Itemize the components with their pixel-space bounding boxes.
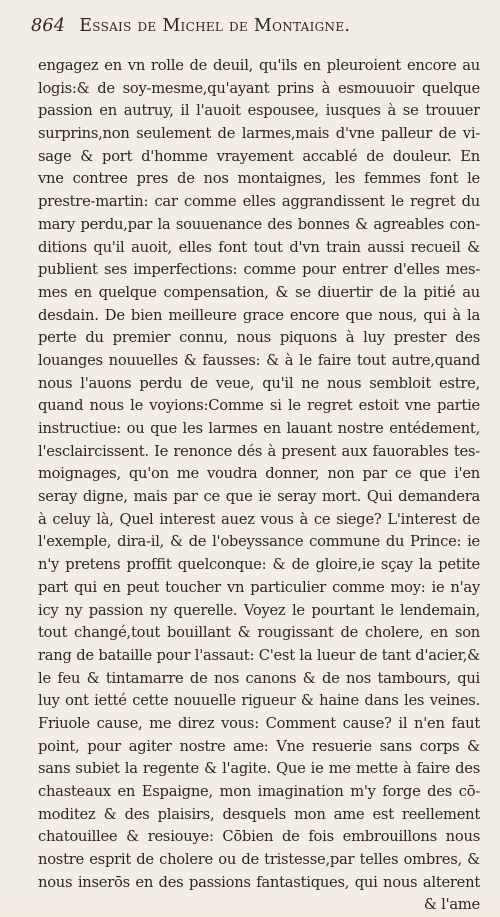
text-line: Friuole cause, me direz vous: Comment cause? il n'en faut bbox=[38, 714, 480, 732]
text-line: ditions qu'il auoit, elles font tout d'vn train aussi recueil & bbox=[38, 238, 480, 256]
text-line: publient ses imperfections: comme pour entrer d'elles mes- bbox=[38, 261, 480, 279]
text-line: passion en autruy, il l'auoit espousee, iusques à se trouuer bbox=[38, 102, 480, 120]
text-line: nous l'auons perdu de veue, qu'il ne nous sembloit estre, bbox=[38, 374, 480, 392]
text-line: tout changé,tout bouillant & rougissant de cholere, en son bbox=[38, 624, 480, 642]
text-line: prestre-martin: car comme elles aggrandissent le regret du bbox=[38, 193, 480, 211]
text-line: nostre esprit de cholere ou de tristesse,par telles ombres, & bbox=[38, 851, 480, 869]
text-line: nous inserōs en des passions fantastiques, qui nous alterent bbox=[38, 873, 480, 891]
text-line: le feu & tintamarre de nos canons & de nos tambours, qui bbox=[38, 669, 480, 687]
text-line: chasteaux en Espaigne, mon imagination m'y forge des cō- bbox=[38, 783, 480, 800]
text-line: quand nous le voyions:Comme si le regret estoit vne partie bbox=[38, 397, 480, 415]
text-line: rang de bataille pour l'assaut: C'est la lueur de tant d'acier,& bbox=[38, 646, 480, 664]
text-line: icy ny passion ny querelle. Voyez le pourtant le lendemain, bbox=[38, 601, 480, 619]
text-line: vne contree pres de nos montaignes, les femmes font le bbox=[38, 170, 480, 188]
text-line: surprins,non seulement de larmes,mais d'vne palleur de vi- bbox=[38, 125, 480, 143]
text-line: seray digne, mais par ce que ie seray mort. Qui demandera bbox=[38, 488, 480, 506]
text-line: l'esclaircissent. Ie renonce dés à present aux fauorables tes- bbox=[38, 442, 480, 460]
page-number: 864 bbox=[31, 16, 66, 36]
text-line: mary perdu,par la souuenance des bonnes & agreables con- bbox=[38, 215, 480, 233]
text-line: moignages, qu'on me voudra donner, non par ce que i'en bbox=[38, 465, 480, 483]
text-line: louanges nouuelles & fausses: & à le faire tout autre,quand bbox=[38, 351, 480, 369]
running-header bbox=[31, 16, 481, 52]
text-line: engagez en vn rolle de deuil, qu'ils en pleuroient encore au bbox=[38, 57, 480, 74]
text-line: instructiue: ou que les larmes en lauant nostre entédement, bbox=[38, 420, 480, 437]
text-line: luy ont ietté cette nouuelle rigueur & haine dans les veines. bbox=[38, 692, 480, 710]
text-line: n'y pretens proffit quelconque: & de gloire,ie sçay la petite bbox=[38, 556, 480, 574]
text-line: l'exemple, dira-il, & de l'obeyssance commune du Prince: ie bbox=[38, 533, 480, 551]
catchword-line: & l'ame bbox=[423, 896, 480, 914]
text-line: point, pour agiter nostre ame: Vne resuerie sans corps & bbox=[38, 737, 480, 755]
text-line: mes en quelque compensation, & se diuertir de la pitié au bbox=[38, 283, 480, 301]
text-line: à celuy là, Quel interest auez vous à ce siege? L'interest de bbox=[38, 510, 480, 528]
text-line: moditez & des plaisirs, desquels mon ame est reellement bbox=[38, 805, 480, 823]
body-text bbox=[38, 55, 480, 917]
text-line: perte du premier connu, nous piquons à luy prester des bbox=[38, 329, 480, 347]
text-line: desdain. De bien meilleure grace encore que nous, qui à la bbox=[38, 306, 480, 324]
text-line: sans subiet la regente & l'agite. Que ie me mette à faire des bbox=[38, 760, 480, 778]
running-title: Essais de Michel de Montaigne. bbox=[79, 16, 351, 36]
text-line: sage & port d'homme vrayement accablé de douleur. En bbox=[38, 147, 480, 165]
text-line: logis:& de soy-mesme,qu'ayant prins à esmouuoir quelque bbox=[38, 79, 480, 97]
text-line: part qui en peut toucher vn particulier comme moy: ie n'ay bbox=[38, 578, 480, 596]
text-line: chatouillee & resiouye: Cōbien de fois embrouillons nous bbox=[38, 828, 480, 846]
